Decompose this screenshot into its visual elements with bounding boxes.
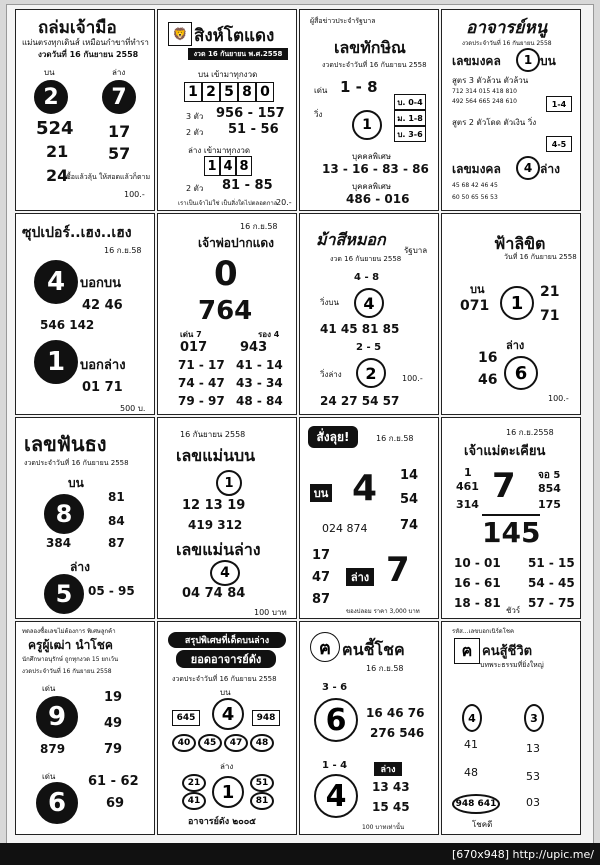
card-title: ยอดอาจารย์ดัง — [176, 650, 276, 668]
card-title: เจ้าพ่อปากแดง — [198, 236, 274, 250]
card-kru-puthao — [15, 621, 155, 835]
row-value: 43 - 34 — [236, 376, 283, 390]
row-value: 48 — [464, 766, 478, 779]
label-top: บน — [540, 54, 556, 68]
top-value: 16 46 76 — [366, 706, 425, 720]
top-value: 54 — [400, 492, 419, 507]
row-value: 18 - 81 — [454, 596, 501, 610]
value-3digit: 956 - 157 — [216, 106, 285, 121]
lucky-number-top: 2 — [34, 80, 68, 114]
row-value: 21 — [46, 142, 69, 161]
label-lucky: เลขมงคล — [452, 162, 501, 176]
small-number: 45 — [198, 734, 222, 752]
card-ma-seemok — [299, 213, 439, 415]
top-value: 84 — [108, 514, 125, 528]
label-bottom: ล่าง — [346, 568, 374, 586]
small-number: 40 — [172, 734, 196, 752]
lucky-number-bottom: 4 — [516, 156, 540, 180]
lucky-number-bottom: 4 — [210, 560, 240, 586]
label-2digit: 2 ตัว — [186, 184, 204, 193]
top-value: 87 — [108, 536, 125, 550]
lucky-number-bottom: 1 — [34, 340, 78, 384]
digit-box: 1 — [204, 156, 220, 176]
special-value: 13 - 16 - 83 - 86 — [322, 162, 429, 176]
label-bottom: ล่าง — [540, 162, 560, 176]
card-title: เลขฟันธง — [24, 432, 107, 456]
card-header: รหัส...เลขบอกเนิร์ดโชค — [452, 628, 515, 635]
card-price: 100.- — [402, 374, 423, 383]
digit-box: 0 — [256, 82, 274, 102]
card-banner: สรุปพิเศษที่เด็ดบนล่าง — [168, 632, 286, 648]
lucky-number-bottom: 7 — [102, 80, 136, 114]
label-bottom: ล่าง เข้ามาทุกงวด — [188, 146, 251, 155]
bottom-value: 13 43 — [372, 780, 410, 794]
card-kon-soo-cheewit — [441, 621, 581, 835]
card-price: 500 บ. — [120, 404, 146, 413]
bottom-value: 16 — [478, 350, 498, 366]
card-date: 16 ก.ย.2558 — [506, 428, 554, 437]
lucky-number-bottom: 5 — [44, 574, 84, 614]
small-number: 47 — [224, 734, 248, 752]
label-secondary: รอง 4 — [258, 330, 280, 339]
row-value: 17 — [108, 122, 131, 141]
top-value: 384 — [46, 536, 72, 550]
top-value: 79 — [104, 742, 123, 757]
lucky-number-top: 1 — [500, 286, 534, 320]
side-value: 854 — [538, 482, 561, 495]
row-value: 03 — [526, 796, 540, 809]
card-title: เลขทักษิณ — [334, 38, 406, 57]
row-value: 024 874 — [322, 522, 368, 535]
row-value: 57 - 75 — [528, 596, 575, 610]
row-value: 16 - 61 — [454, 576, 501, 590]
pair-value: 4 - 8 — [354, 272, 380, 283]
digit-box: 8 — [236, 156, 252, 176]
row-value: 24 — [46, 166, 69, 185]
card-footer: อาจารย์ดัง ๒๐๐๕ — [188, 817, 256, 827]
image-host-watermark: [670x948] http://upic.me/ — [0, 843, 600, 865]
label-main: เด่น — [42, 772, 56, 781]
card-title: ม้าสีหมอก — [316, 230, 386, 249]
lucky-number-top: 4 — [352, 468, 378, 509]
row-value: 71 - 17 — [178, 358, 225, 372]
row-value: 41 - 14 — [236, 358, 283, 372]
side-value: 314 — [456, 498, 479, 511]
card-date: งวดประจำวันที่ 16 กันยายน 2558 — [24, 459, 129, 467]
top-value: 14 — [400, 468, 419, 483]
lucky-number-top: 1 — [516, 48, 540, 72]
card-price: 100.- — [124, 190, 145, 199]
card-kon-chee-chok — [299, 621, 439, 835]
lucky-number-top: 1 — [216, 470, 242, 496]
card-price: 100 บาท — [254, 608, 287, 617]
card-title: ครูผู้เฒ่า นำโชค — [28, 638, 113, 652]
row-value: 51 - 15 — [528, 556, 575, 570]
top-value: 071 — [460, 298, 490, 314]
label-2digit: 2 ตัว — [186, 128, 204, 137]
row-value: 54 - 45 — [528, 576, 575, 590]
small-number: 41 — [182, 792, 206, 810]
card-footer: ชัวร์ — [506, 606, 521, 615]
digit-box: 1 — [184, 82, 202, 102]
card-date: 16 ก.ย.58 — [104, 246, 142, 255]
pair-value: 3 - 6 — [322, 682, 348, 693]
label-top: บน — [470, 283, 485, 296]
value-2digit: 51 - 56 — [228, 122, 279, 137]
label-main: เด่น — [42, 684, 56, 693]
card-ajarn-noo — [441, 9, 581, 211]
label-run: วิ่ง — [314, 110, 323, 119]
bottom-values: 01 71 — [82, 380, 123, 395]
small-number: 48 — [250, 734, 274, 752]
card-subtitle: แม่นตรงทุกเดินส์ เหมือนกำขาที่ทำรา — [22, 38, 149, 47]
lucky-number-top: 6 — [314, 698, 358, 742]
bottom-value: 47 — [312, 570, 331, 585]
top-values: 419 312 — [188, 518, 243, 532]
lucky-number-top: 4 — [354, 288, 384, 318]
top-values: 546 142 — [40, 318, 95, 332]
card-fah-likit — [441, 213, 581, 415]
top-value: 49 — [104, 716, 123, 731]
side-value: บ. 3-6 — [394, 126, 426, 142]
card-title: ฅนชี้โชค — [342, 640, 405, 659]
top-value: 276 546 — [370, 726, 425, 740]
formula-values: 60 50 65 56 53 — [452, 194, 498, 201]
label-top: บอกบน — [80, 276, 122, 291]
bottom-value: 61 - 62 — [88, 774, 139, 789]
card-jaomae-takian — [441, 417, 581, 619]
side-value: จอ 5 — [538, 470, 561, 481]
row-value: 79 - 97 — [178, 394, 225, 408]
digit-box: 2 — [202, 82, 220, 102]
card-date: งวดประจำวันที่ 16 กันยายน 2558 — [322, 61, 427, 69]
bottom-value: 05 - 95 — [88, 584, 135, 598]
label-top: บน — [44, 68, 55, 77]
big-3digit: 145 — [482, 516, 541, 549]
card-title-bottom: เลขแม่นล่าง — [176, 540, 261, 559]
lucky-number-bottom: 6 — [504, 356, 538, 390]
label-top: บน เข้ามาทุกงวด — [198, 70, 258, 79]
card-lek-fantong — [15, 417, 155, 619]
card-price: 100.- — [548, 394, 569, 403]
card-lek-maen — [157, 417, 297, 619]
card-date: งวดประจำวันที่ 16 กันยายน 2558 — [462, 40, 552, 47]
row-value: 48 - 84 — [236, 394, 283, 408]
top-value: 21 — [540, 284, 560, 300]
card-price: ของปลอม ราคา 3,000 บาท — [346, 608, 420, 615]
card-date: งวดประจำวันที่ 16 กันยายน 2558 — [172, 675, 277, 683]
digit-box: 4 — [220, 156, 236, 176]
lucky-number-bottom: 1 — [212, 776, 244, 808]
card-date: วันที่ 16 กันยายน 2558 — [504, 253, 577, 261]
card-price: 20.- — [276, 198, 292, 207]
row-value: 74 - 47 — [178, 376, 225, 390]
lucky-number-top: 4 — [212, 698, 244, 730]
row-value: 10 - 01 — [454, 556, 501, 570]
label-bottom: บอกล่าง — [80, 358, 126, 373]
side-value: 4-5 — [546, 136, 572, 152]
side-value: 461 — [456, 480, 479, 493]
small-number: 81 — [250, 792, 274, 810]
card-date: งวดวันที่ 16 กันยายน 2558 — [38, 50, 139, 59]
card-date: งวดประจำวันที่ 16 กันยายน 2558 — [22, 668, 112, 675]
lucky-number-top: 4 — [34, 260, 78, 304]
label-bottom: ล่าง — [374, 762, 402, 776]
card-date: 16 ก.ย.58 — [376, 434, 414, 443]
row-value: 53 — [526, 770, 540, 783]
card-date: งวด 16 กันยายน พ.ศ.2558 — [188, 48, 288, 60]
lucky-number-bottom: 4 — [314, 774, 358, 818]
bottom-value: 87 — [312, 592, 331, 607]
label-bottom: ล่าง — [112, 68, 126, 77]
logo-icon: ฅ — [310, 632, 340, 662]
label-top: บน — [310, 484, 332, 502]
top-value: 71 — [540, 308, 560, 324]
label-bottom: ล่าง — [220, 762, 234, 771]
bottom-values: 04 74 84 — [182, 586, 246, 601]
label-lucky: เลขมงคล — [452, 54, 501, 68]
label-top: บน — [220, 688, 231, 697]
card-sang-lui — [299, 417, 439, 619]
top-value: 74 — [400, 518, 419, 533]
lucky-number: 1 — [352, 110, 382, 140]
card-yot-ajarn-dang — [157, 621, 297, 835]
formula-values: 45 68 42 46 45 — [452, 182, 498, 189]
card-header: รัฐบาล — [404, 246, 428, 255]
card-lek-taksin — [299, 9, 439, 211]
lucky-number-bottom: 7 — [386, 550, 410, 590]
value-2digit: 81 - 85 — [222, 178, 273, 193]
card-title: ฟ้าลิขิต — [494, 234, 546, 253]
small-number: 51 — [250, 774, 274, 792]
card-singto-daeng — [157, 9, 297, 211]
card-date: 16 ก.ย.58 — [240, 222, 278, 231]
special-value: 486 - 016 — [346, 192, 410, 206]
row-value: 41 — [464, 738, 478, 751]
bottom-value: 17 — [312, 548, 331, 563]
bottom-value: 69 — [106, 796, 125, 811]
digit-box: 8 — [238, 82, 256, 102]
side-value: บ. 0-4 — [394, 94, 426, 110]
card-title: เจ้าแม่ตะเคียน — [464, 444, 546, 459]
formula-label: สูตร 3 ตัวล้วน ตัวล้วน — [452, 76, 529, 85]
small-number: 21 — [182, 774, 206, 792]
row-value: 943 — [240, 340, 268, 355]
card-header: ผู้สื่อข่าวประจำรัฐบาล — [310, 17, 376, 25]
card-date: งวด 16 กันยายน 2558 — [330, 255, 402, 263]
side-value: 1 — [464, 466, 472, 479]
big-number: 0 — [214, 254, 238, 294]
card-title: คนสู้ชีวิต — [482, 644, 533, 659]
big-number: 7 — [492, 466, 516, 506]
pair-value: 2 - 5 — [356, 342, 382, 353]
top-values: 12 13 19 — [182, 498, 246, 513]
label-main: เด่น 7 — [180, 330, 202, 339]
card-title: อาจารย์หนู — [466, 18, 548, 38]
lucky-number-bottom: 6 — [36, 782, 78, 824]
big-3digit: 764 — [198, 296, 253, 326]
label-special: บุคคลพิเศษ — [352, 152, 392, 161]
row-value: 24 27 54 57 — [320, 394, 400, 408]
card-tlom-jaomue — [15, 9, 155, 211]
main-value: 1 - 8 — [340, 78, 378, 96]
card-price: 100 บาทเท่านั้น — [362, 824, 405, 831]
row-value: 41 45 81 85 — [320, 322, 400, 336]
card-super-heng — [15, 213, 155, 415]
row-value: 017 — [180, 340, 208, 355]
card-date: 16 กันยายน 2558 — [180, 430, 246, 439]
row-value: 524 — [36, 118, 74, 139]
card-subtitle: นักศึกษาอนุรักษ์ ถูกทุกงวด 15 ยกเว้น — [22, 656, 119, 663]
formula-values: 492 564 665 248 610 — [452, 98, 517, 105]
bottom-value: 15 45 — [372, 800, 410, 814]
lucky-number-top: 9 — [36, 696, 78, 738]
label-top: วิ่งบน — [320, 298, 339, 307]
formula-label: สูตร 2 ตัวโดด ตัวเงิน วิ่ง — [452, 118, 537, 127]
lucky-number-bottom: 2 — [356, 358, 386, 388]
lion-logo-icon: 🦁 — [168, 22, 192, 46]
card-note: ซื้อแล้วลุ้น ให้สอดแล้วก็ตาม — [66, 173, 151, 181]
side-value: 175 — [538, 498, 561, 511]
card-subtitle: บทพระธรรมที่ยิ่งใหญ่ — [480, 661, 544, 669]
card-badge: สั่งลุย! — [308, 426, 358, 448]
card-header: ทดลองซื้อเลขไม่ต้องการ พิเศษลูกค้า — [22, 628, 116, 635]
formula-values: 712 314 015 418 810 — [452, 88, 517, 95]
top-values: 42 46 — [82, 298, 123, 313]
row-value: 13 — [526, 742, 540, 755]
label-main: เด่น — [314, 86, 328, 95]
lucky-number-top: 4 — [462, 704, 482, 732]
bottom-value: 46 — [478, 372, 498, 388]
pair-value: 1 - 4 — [322, 760, 348, 771]
lucky-number-bottom: 3 — [524, 704, 544, 732]
lucky-number-top: 8 — [44, 494, 84, 534]
card-title: ถล่มเจ้ามือ — [38, 18, 117, 38]
label-top: บน — [68, 476, 84, 490]
top-value: 879 — [40, 742, 66, 756]
digit-box: 5 — [220, 82, 238, 102]
side-value: 948 — [252, 710, 280, 726]
label-bottom: ล่าง — [70, 560, 90, 574]
side-value: 645 — [172, 710, 200, 726]
row-value: 948 641 — [452, 794, 500, 814]
label-3digit: 3 ตัว — [186, 112, 204, 121]
top-value: 81 — [108, 490, 125, 504]
card-title-top: เลขแม่นบน — [176, 446, 256, 465]
card-footer: เราเป็นเจ้าไม่ใช่ เป็นสิ่งใดไปตลอดกาล — [178, 200, 278, 207]
card-jaopor-pakdaeng — [157, 213, 297, 415]
top-value: 19 — [104, 690, 123, 705]
label-special: บุคคลพิเศษ — [352, 182, 392, 191]
card-date: 16 ก.ย.58 — [366, 664, 404, 673]
label-bottom: วิ่งล่าง — [320, 370, 342, 379]
card-title: สิงห์โตแดง — [194, 26, 275, 46]
row-value: 57 — [108, 144, 131, 163]
label-bottom: ล่าง — [506, 339, 525, 352]
side-value: ม. 1-8 — [394, 110, 426, 126]
side-value: 1-4 — [546, 96, 572, 112]
lottery-sheet — [6, 4, 594, 844]
card-label: โชคดี — [472, 820, 493, 829]
logo-icon: ฅ — [454, 638, 480, 664]
card-title: ซุปเปอร์..เฮง..เฮง — [22, 225, 132, 241]
